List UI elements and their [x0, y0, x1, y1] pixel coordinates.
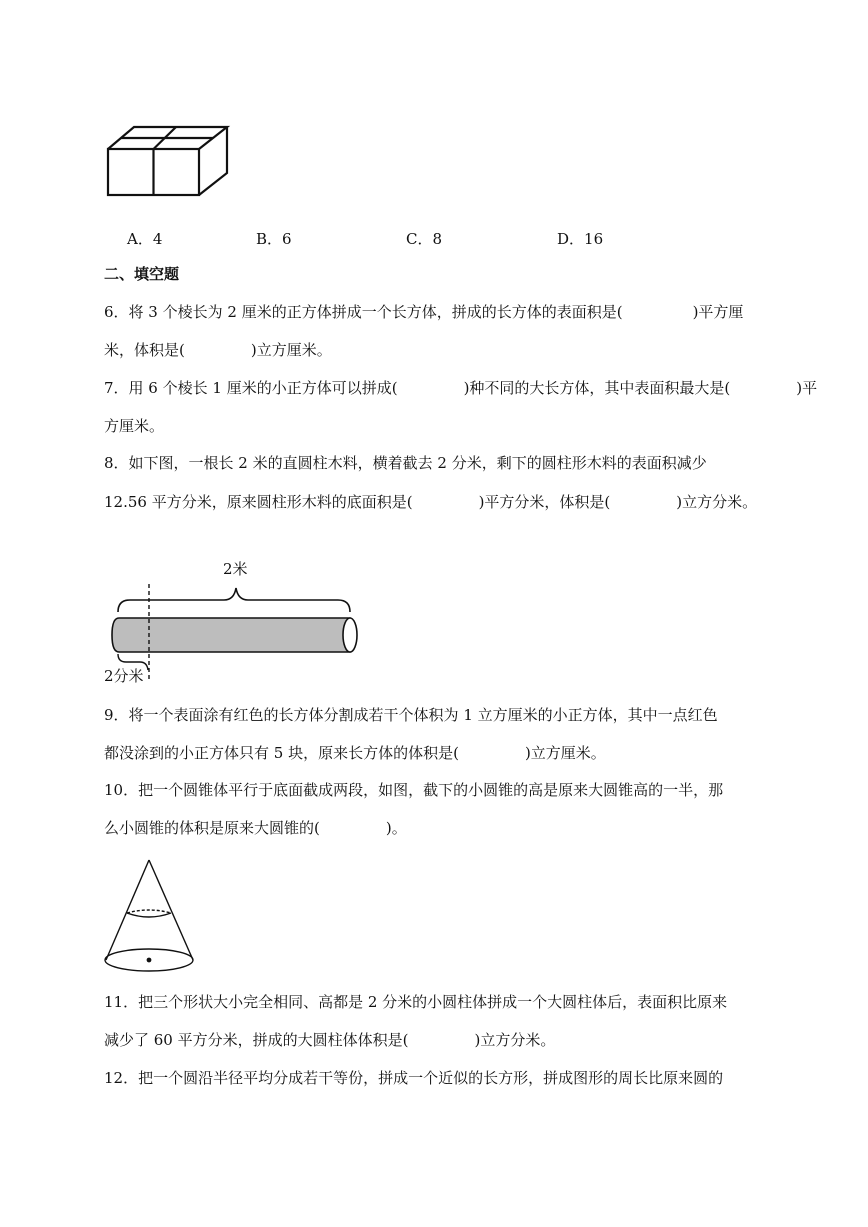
q8-line-2: 12.56 平方分米，原来圆柱形木料的底面积是( )平方分米，体积是( )立方分米。: [104, 493, 758, 511]
cut-length-label: 2分米: [104, 667, 144, 685]
cone-figure: [100, 855, 210, 980]
q11-line-2: 减少了 60 平方分米，拼成的大圆柱体体积是( )立方分米。: [104, 1031, 556, 1049]
option-b: B．6: [256, 230, 292, 248]
section-title: 二、填空题: [104, 265, 180, 283]
option-c: C．8: [406, 230, 443, 248]
q11-line-1: 11．把三个形状大小完全相同、高都是 2 分米的小圆柱体拼成一个大圆柱体后，表面积比原来: [104, 993, 728, 1011]
cuboid-figure: [100, 120, 240, 205]
option-a: A．4: [127, 230, 163, 248]
q8-line-1: 8．如下图，一根长 2 米的直圆柱木料，横着截去 2 分米，剩下的圆柱形木料的表面积减少: [104, 454, 707, 472]
q10-line-2: 么小圆锥的体积是原来大圆锥的( )。: [104, 819, 407, 837]
q10-line-1: 10．把一个圆锥体平行于底面截成两段，如图，截下的小圆锥的高是原来大圆锥高的一半，那: [104, 781, 724, 799]
q7-line-1: 7．用 6 个棱长 1 厘米的小正方体可以拼成( )种不同的大长方体，其中表面积最大是( )平: [104, 379, 818, 397]
option-d: D．16: [557, 230, 604, 248]
q7-line-2: 方厘米。: [104, 417, 165, 435]
q9-line-1: 9．将一个表面涂有红色的长方体分割成若干个体积为 1 立方厘米的小正方体，其中一点红色: [104, 706, 718, 724]
q12-line-1: 12．把一个圆沿半径平均分成若干等份，拼成一个近似的长方形，拼成图形的周长比原来圆的: [104, 1069, 724, 1087]
q9-line-2: 都没涂到的小正方体只有 5 块，原来长方体的体积是( )立方厘米。: [104, 744, 606, 762]
q6-line-2: 米，体积是( )立方厘米。: [104, 341, 332, 359]
q6-line-1: 6．将 3 个棱长为 2 厘米的正方体拼成一个长方体，拼成的长方体的表面积是( )平方厘: [104, 303, 744, 321]
cylinder-length-label: 2米: [223, 560, 248, 578]
